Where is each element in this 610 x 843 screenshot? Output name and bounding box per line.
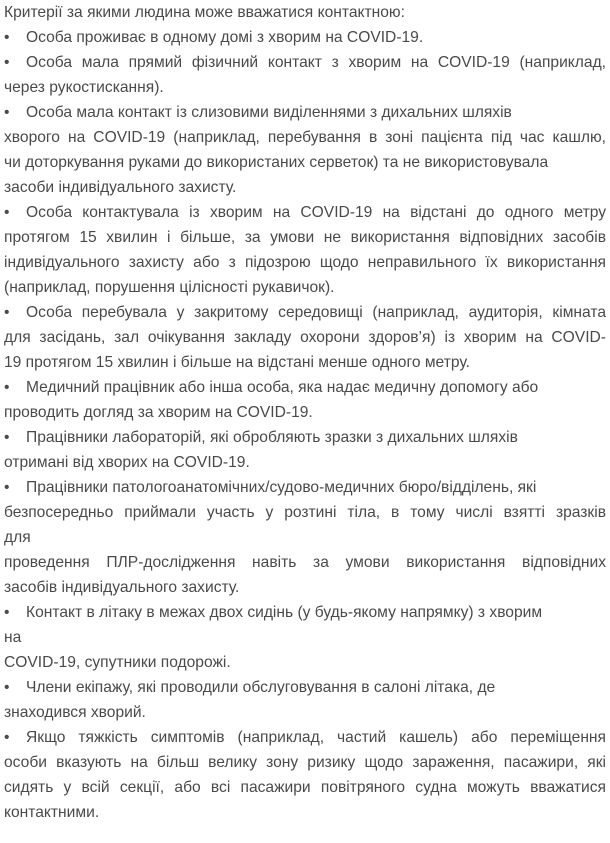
list-item-text: індивідуального захисту або з підозрою щодо неправильного їх використання — [4, 254, 606, 271]
list-item-first-line — [4, 600, 606, 625]
list-item-text: проводить догляд за хворим на COVID-19. — [4, 404, 313, 421]
list-item — [4, 300, 606, 375]
list-item — [4, 100, 606, 200]
list-item-first-line — [4, 475, 606, 500]
bullet-icon: • — [4, 729, 10, 746]
bullet-icon: • — [4, 379, 10, 396]
list-item-text: на — [4, 629, 22, 646]
list-item-text: Працівники лабораторій, які обробляють зразки з дихальних шляхів — [26, 429, 518, 446]
list-item-text: Особа контактувала із хворим на COVID-19 на відстані до одного метру — [26, 204, 606, 221]
list-item — [4, 475, 606, 600]
list-item-first-line — [4, 725, 606, 750]
document-heading: Критерії за якими людина може вважатися контактною: — [4, 4, 405, 21]
list-item-text: контактними. — [4, 804, 100, 821]
list-item-text: Особа мала контакт із слизовими виділеннями з дихальних шляхів — [26, 104, 512, 121]
list-item-text: особи вказують на більш велику зону ризику щодо зараження, пасажири, які — [4, 754, 606, 771]
list-item-line — [4, 75, 606, 100]
list-item-text: (наприклад, порушення цілісності рукавичок). — [4, 279, 335, 296]
bullet-icon: • — [4, 304, 10, 321]
list-item-line — [4, 150, 606, 175]
list-item-line — [4, 500, 606, 525]
list-item-text: засобів індивідуального захисту. — [4, 579, 240, 596]
list-item-line — [4, 650, 606, 675]
list-item — [4, 25, 606, 50]
bullet-icon: • — [4, 604, 10, 621]
list-item-first-line — [4, 300, 606, 325]
list-item-text: безпосередньо приймали участь у розтині тіла, в тому числі взятті зразків — [4, 504, 606, 521]
list-item-line — [4, 775, 606, 800]
list-item-text: Якщо тяжкість симптомів (наприклад, частий кашель) або переміщення — [26, 729, 606, 746]
list-item-first-line — [4, 425, 606, 450]
list-item-text: Члени екіпажу, які проводили обслуговування в салоні літака, де — [26, 679, 496, 696]
list-item-text: проведення ПЛР-дослідження навіть за умови використання відповідних — [4, 554, 606, 571]
list-item-line — [4, 450, 606, 475]
list-item-first-line — [4, 375, 606, 400]
list-item-text: сидять у всій секції, або всі пасажири повітряного судна можуть вважатися — [4, 779, 606, 796]
list-item-text: хворого на COVID-19 (наприклад, перебування в зоні пацієнта під час кашлю, — [4, 129, 606, 146]
list-item — [4, 725, 606, 825]
list-item-text: 19 протягом 15 хвилин і більше на відстані менше одного метру. — [4, 354, 470, 371]
list-item-first-line — [4, 675, 606, 700]
bullet-icon: • — [4, 29, 10, 46]
list-item-line — [4, 800, 606, 825]
list-item-line — [4, 225, 606, 250]
list-item-text: Працівники патологоанатомічних/судово-медичних бюро/відділень, які — [26, 479, 537, 496]
list-item-text: засоби індивідуального захисту. — [4, 179, 237, 196]
list-item — [4, 50, 606, 100]
list-item-text: для засідань, зал очікування закладу охорони здоров’я) із хворим на COVID- — [4, 329, 606, 346]
list-item-line — [4, 700, 606, 725]
list-item — [4, 600, 606, 675]
list-item-line — [4, 525, 606, 550]
list-item-line — [4, 250, 606, 275]
list-item — [4, 425, 606, 475]
list-item-text: чи доторкування руками до використаних серветок) та не використовувала — [4, 154, 549, 171]
document-body — [4, 0, 606, 825]
list-item-line — [4, 575, 606, 600]
list-item-line — [4, 275, 606, 300]
bullet-icon: • — [4, 429, 10, 446]
list-item — [4, 675, 606, 725]
list-item-text: отримані від хворих на COVID-19. — [4, 454, 250, 471]
list-item-text: для — [4, 529, 31, 546]
list-item-line — [4, 350, 606, 375]
list-item-line — [4, 625, 606, 650]
list-item-text: протягом 15 хвилин і більше, за умови не використання відповідних засобів — [4, 229, 606, 246]
bullet-icon: • — [4, 104, 10, 121]
bullet-icon: • — [4, 679, 10, 696]
list-item-text: Контакт в літаку в межах двох сидінь (у будь-якому напрямку) з хворим — [26, 604, 543, 621]
list-item-line — [4, 750, 606, 775]
list-item-text: знаходився хворий. — [4, 704, 146, 721]
list-item — [4, 200, 606, 300]
bullet-icon: • — [4, 54, 10, 71]
list-item-line — [4, 325, 606, 350]
list-item-text: Особа перебувала у закритому середовищі (наприклад, аудиторія, кімната — [26, 304, 606, 321]
bullet-icon: • — [4, 479, 10, 496]
list-item-line — [4, 550, 606, 575]
criteria-list — [4, 25, 606, 825]
list-item-line — [4, 125, 606, 150]
bullet-icon: • — [4, 204, 10, 221]
list-item-text: Особа мала прямий фізичний контакт з хворим на COVID-19 (наприклад, — [26, 54, 606, 71]
list-item-line — [4, 175, 606, 200]
list-item-text: Медичний працівник або інша особа, яка надає медичну допомогу або — [26, 379, 539, 396]
list-item-line — [4, 400, 606, 425]
list-item-first-line — [4, 200, 606, 225]
list-item-text: Особа проживає в одному домі з хворим на COVID-19. — [26, 29, 424, 46]
list-item-first-line — [4, 25, 606, 50]
list-item-first-line — [4, 100, 606, 125]
list-item — [4, 375, 606, 425]
list-item-text: COVID-19, супутники подорожі. — [4, 654, 231, 671]
list-item-text: через рукостискання). — [4, 79, 164, 96]
list-item-first-line — [4, 50, 606, 75]
